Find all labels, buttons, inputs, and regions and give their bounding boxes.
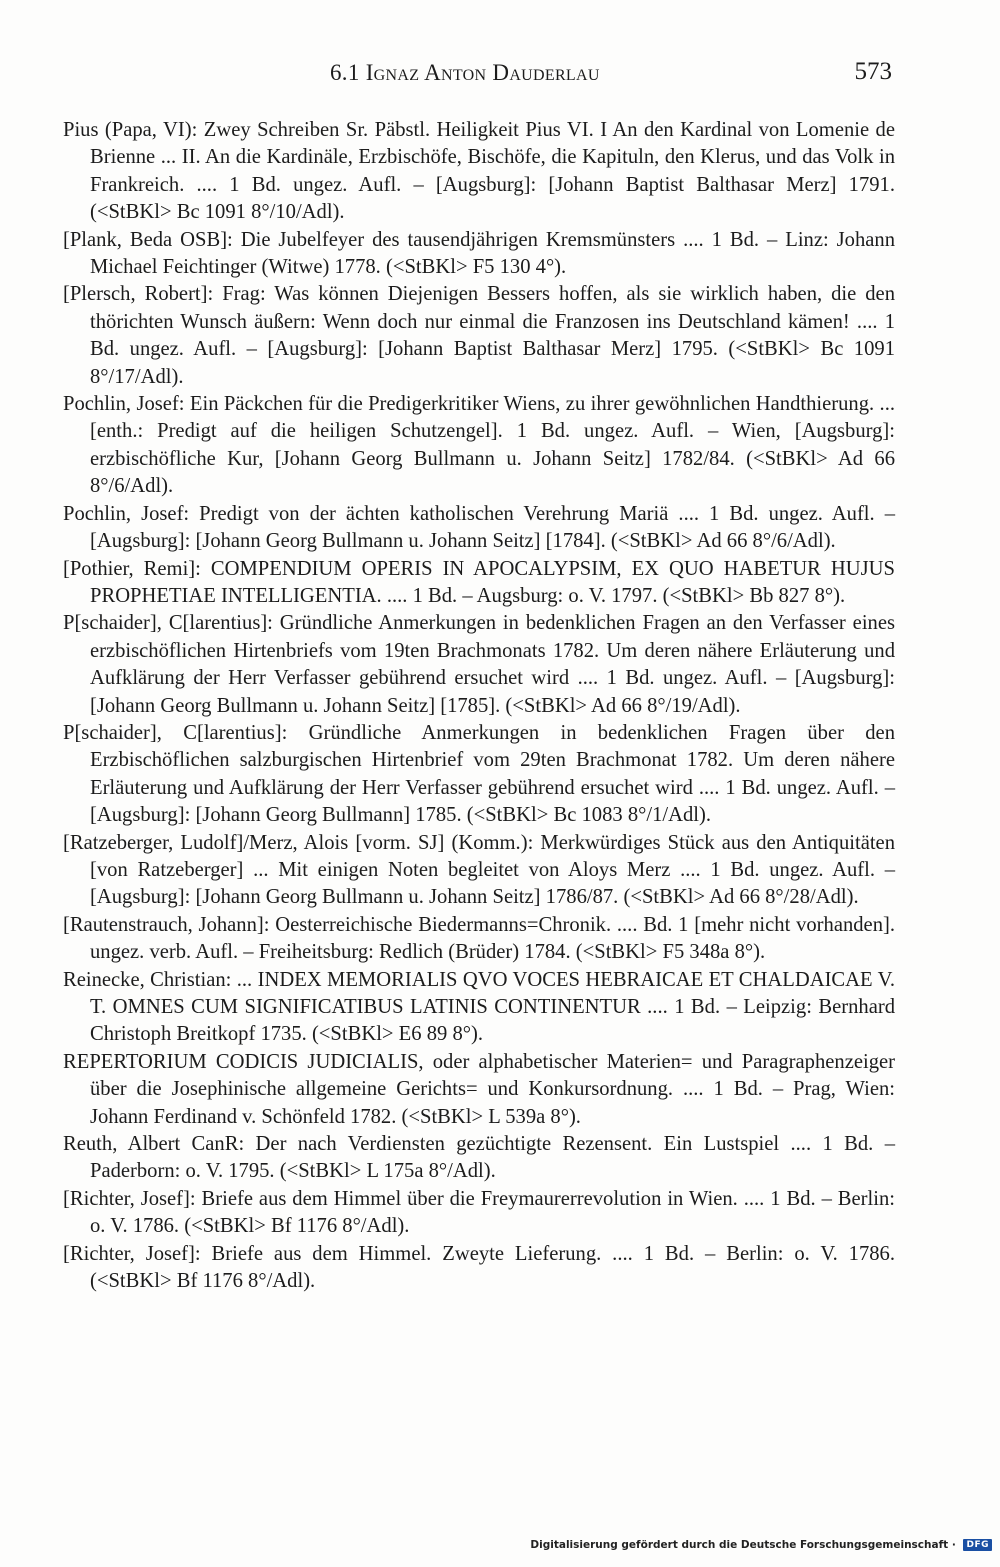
bibliography-entry: [Rautenstrauch, Johann]: Oesterreichische Biedermanns=Chronik. .... Bd. 1 [mehr nicht vorhanden]. ungez. verb. Aufl. – Freiheitsburg: Redlich (Brüder) 1784. (<StBKl> F5 348a 8°).: [63, 913, 895, 964]
running-title: [330, 60, 600, 86]
running-head: [0, 60, 1000, 94]
bibliography-entry: [Plank, Beda OSB]: Die Jubelfeyer des tausendjährigen Kremsmünsters .... 1 Bd. – Linz: Johann Michael Feichtinger (Witwe) 1778. (<StBKl> F5 130 4°).: [63, 228, 895, 279]
bibliography-entry: P[schaider], C[larentius]: Gründliche Anmerkungen in bedenklichen Fragen über den Erzbischöflichen salzburgischen Hirtenbrief vom 29ten Brachmonat 1782. Um deren nähere Erläuterung und Aufklärung der Herr Verfasser gebührend ersuchet wird .... 1 Bd. ungez. Aufl. – [Augsburg]: [Johann Georg Bullmann] 1785. (<StBKl> Bc 1083 8°/1/Adl).: [63, 721, 895, 827]
bibliography-entry: Reuth, Albert CanR: Der nach Verdiensten gezüchtigte Rezensent. Ein Lustspiel .... 1 Bd. – Paderborn: o. V. 1795. (<StBKl> L 175a 8°/Adl).: [63, 1133, 895, 1183]
footer-separator: ·: [948, 1539, 956, 1551]
bibliography-entry: REPERTORIUM CODICIS JUDICIALIS, oder alphabetischer Materien= und Paragraphenzeiger über die Josephinische allgemeine Gerichts= und Konkursordnung. .... 1 Bd. – Prag, Wien: Johann Ferdinand v. Schönfeld 1782. (<StBKl> L 539a 8°).: [63, 1050, 895, 1128]
section-title: Ignaz Anton Dauderlau: [365, 60, 600, 85]
bibliography-entry: [Pothier, Remi]: COMPENDIUM OPERIS IN APOCALYPSIM, EX QUO HABETUR HUJUS PROPHETIAE INTELLIGENTIA. .... 1 Bd. – Augsburg: o. V. 1797. (<StBKl> Bb 827 8°).: [63, 557, 895, 607]
bibliography-entry: [Plersch, Robert]: Frag: Was können Diejenigen Bessers hoffen, als sie wirklich haben, die den thörichten Wunsch äußern: Wenn doch nur einmal die Franzosen ins Deutschland kämen! .... 1 Bd. ungez. Aufl. – [Augsburg]: [Johann Baptist Balthasar Merz] 1795. (<StBKl> Bc 1091 8°/17/Adl).: [63, 283, 895, 388]
funding-footer: [530, 1539, 992, 1557]
bibliography-entry: Pochlin, Josef: Predigt von der ächten katholischen Verehrung Mariä .... 1 Bd. ungez. Aufl. – [Augsburg]: [Johann Georg Bullmann u. Johann Seitz] [1784]. (<StBKl> Ad 66 8°/6/Adl).: [63, 502, 895, 553]
bibliography-entry: Pochlin, Josef: Ein Päckchen für die Predigerkritiker Wiens, zu ihrer gewöhnlichen Handthierung. ... [enth.: Predigt auf die heiligen Schutzengel]. 1 Bd. ungez. Aufl. – Wien, [Augsburg]: erzbischöfliche Kur, [Johann Georg Bullmann u. Johann Seitz] 1782/84. (<StBKl> Ad 66 8°/6/Adl).: [63, 393, 895, 498]
bibliography-entry: [Richter, Josef]: Briefe aus dem Himmel über die Freymaurerrevolution in Wien. .... 1 Bd. – Berlin: o. V. 1786. (<StBKl> Bf 1176 8°/Adl).: [63, 1187, 895, 1238]
bibliography-entry: [Ratzeberger, Ludolf]/Merz, Alois [vorm. SJ] (Komm.): Merkwürdiges Stück aus den Antiquitäten [von Ratzeberger] ... Mit einigen Noten begleitet von Aloys Merz .... 1 Bd. ungez. Aufl. – [Augsburg]: [Johann Georg Bullmann u. Johann Seitz] 1786/87. (<StBKl> Ad 66 8°/28/Adl).: [63, 831, 895, 909]
bibliography-entry: P[schaider], C[larentius]: Gründliche Anmerkungen in bedenklichen Fragen an den Verfasser eines erzbischöflichen Hirtenbriefs vom 19ten Brachmonats 1782. Um deren nähere Erläuterung und Aufklärung der Herr Verfasser gebührend ersuchet wird .... 1 Bd. ungez. Aufl. – [Augsburg]: [Johann Georg Bullmann u. Johann Seitz] [1785]. (<StBKl> Ad 66 8°/19/Adl).: [63, 612, 895, 717]
section-number: 6.1: [330, 60, 360, 85]
page-number: 573: [854, 58, 892, 85]
funding-note: Digitalisierung gefördert durch die Deutsche Forschungsgemeinschaft: [530, 1539, 949, 1551]
bibliography-entry: [Richter, Josef]: Briefe aus dem Himmel. Zweyte Lieferung. .... 1 Bd. – Berlin: o. V. 1786. (<StBKl> Bf 1176 8°/Adl).: [63, 1242, 895, 1293]
bibliography-list: [63, 117, 895, 1295]
bibliography-entry: Pius (Papa, VI): Zwey Schreiben Sr. Päbstl. Heiligkeit Pius VI. I An den Kardinal von Lomenie de Brienne ... II. An die Kardinäle, Erzbischöfe, Bischöfe, die Kapituln, den Klerus, und das Volk in Frankreich. .... 1 Bd. ungez. Aufl. – [Augsburg]: [Johann Baptist Balthasar Merz] 1791. (<StBKl> Bc 1091 8°/10/Adl).: [63, 119, 895, 224]
bibliography-entry: Reinecke, Christian: ... INDEX MEMORIALIS QVO VOCES HEBRAICAE ET CHALDAICAE V. T. OMNES CUM SIGNIFICATIBUS LATINIS CONTINENTUR .... 1 Bd. – Leipzig: Bernhard Christoph Breitkopf 1735. (<StBKl> E6 89 8°).: [63, 968, 895, 1046]
dfg-logo-icon: DFG: [963, 1539, 992, 1551]
